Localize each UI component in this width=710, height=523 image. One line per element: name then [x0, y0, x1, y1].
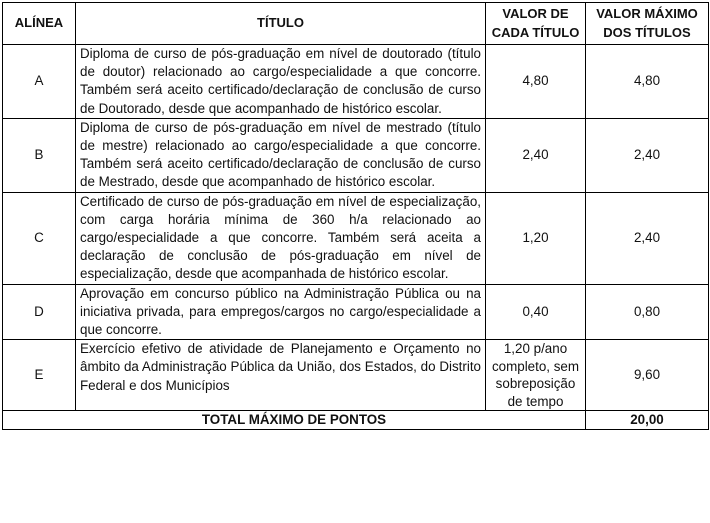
- table-row: [3, 45, 709, 119]
- row-valor-line: 1,20 p/ano: [503, 341, 568, 357]
- header-valor: [486, 3, 586, 45]
- row-valor: 4,80: [486, 45, 586, 119]
- table-header: [3, 3, 709, 45]
- table-row: [3, 118, 709, 192]
- row-valor-line: de tempo: [507, 393, 564, 409]
- row-valor: [486, 340, 586, 411]
- row-alinea: C: [3, 192, 76, 284]
- row-alinea: B: [3, 118, 76, 192]
- table-row: [3, 284, 709, 340]
- total-value: 20,00: [586, 411, 709, 430]
- header-max: [586, 3, 709, 45]
- table-row: [3, 192, 709, 284]
- header-valor-line2: CADA TÍTULO: [491, 24, 580, 40]
- row-max: 2,40: [586, 192, 709, 284]
- row-max: 4,80: [586, 45, 709, 119]
- table-body: [3, 45, 709, 430]
- row-valor: 0,40: [486, 284, 586, 340]
- row-alinea: A: [3, 45, 76, 119]
- header-titulo: TÍTULO: [76, 3, 486, 45]
- header-valor-line1: VALOR DE: [502, 6, 569, 22]
- row-max: 0,80: [586, 284, 709, 340]
- row-max: 2,40: [586, 118, 709, 192]
- total-row: [3, 411, 709, 430]
- row-max: 9,60: [586, 340, 709, 411]
- header-row: [3, 3, 709, 45]
- row-valor-line: completo, sem: [491, 358, 580, 374]
- row-titulo: Certificado de curso de pós-graduação em nível de especialização, com carga horária mínima de 360 h/a relacionado ao cargo/especialidade a que concorre. Também será aceita a declaração de conclusão de pós-graduação em nível de especialização, desde que acompanhada de histórico escolar.: [76, 192, 486, 284]
- row-alinea: D: [3, 284, 76, 340]
- row-alinea: E: [3, 340, 76, 411]
- header-alinea: ALÍNEA: [3, 3, 76, 45]
- row-titulo: Exercício efetivo de atividade de Planejamento e Orçamento no âmbito da Administração Pública da União, dos Estados, do Distrito Federal e dos Municípios: [76, 340, 486, 411]
- row-titulo: Diploma de curso de pós-graduação em nível de mestrado (título de mestre) relacionado ao cargo/especialidade a que concorre. Também será aceito certificado/declaração de conclusão de curso de Mestrado, desde que acompanhado de histórico escolar.: [76, 118, 486, 192]
- total-label: TOTAL MÁXIMO DE PONTOS: [3, 411, 586, 430]
- row-valor-line: sobreposição: [495, 376, 576, 392]
- row-valor: 1,20: [486, 192, 586, 284]
- row-titulo: Diploma de curso de pós-graduação em nível de doutorado (título de doutor) relacionado ao cargo/especialidade a que concorre. Também será aceito certificado/declaração de conclusão de curso de Doutorado, desde que acompanhado de histórico escolar.: [76, 45, 486, 119]
- header-max-line1: VALOR MÁXIMO: [596, 6, 698, 22]
- table-row: [3, 340, 709, 411]
- row-titulo: Aprovação em concurso público na Administração Pública ou na iniciativa privada, para empregos/cargos no cargo/especialidade a que concorre.: [76, 284, 486, 340]
- header-max-line2: DOS TÍTULOS: [603, 24, 691, 40]
- row-valor: 2,40: [486, 118, 586, 192]
- score-table: [2, 2, 709, 430]
